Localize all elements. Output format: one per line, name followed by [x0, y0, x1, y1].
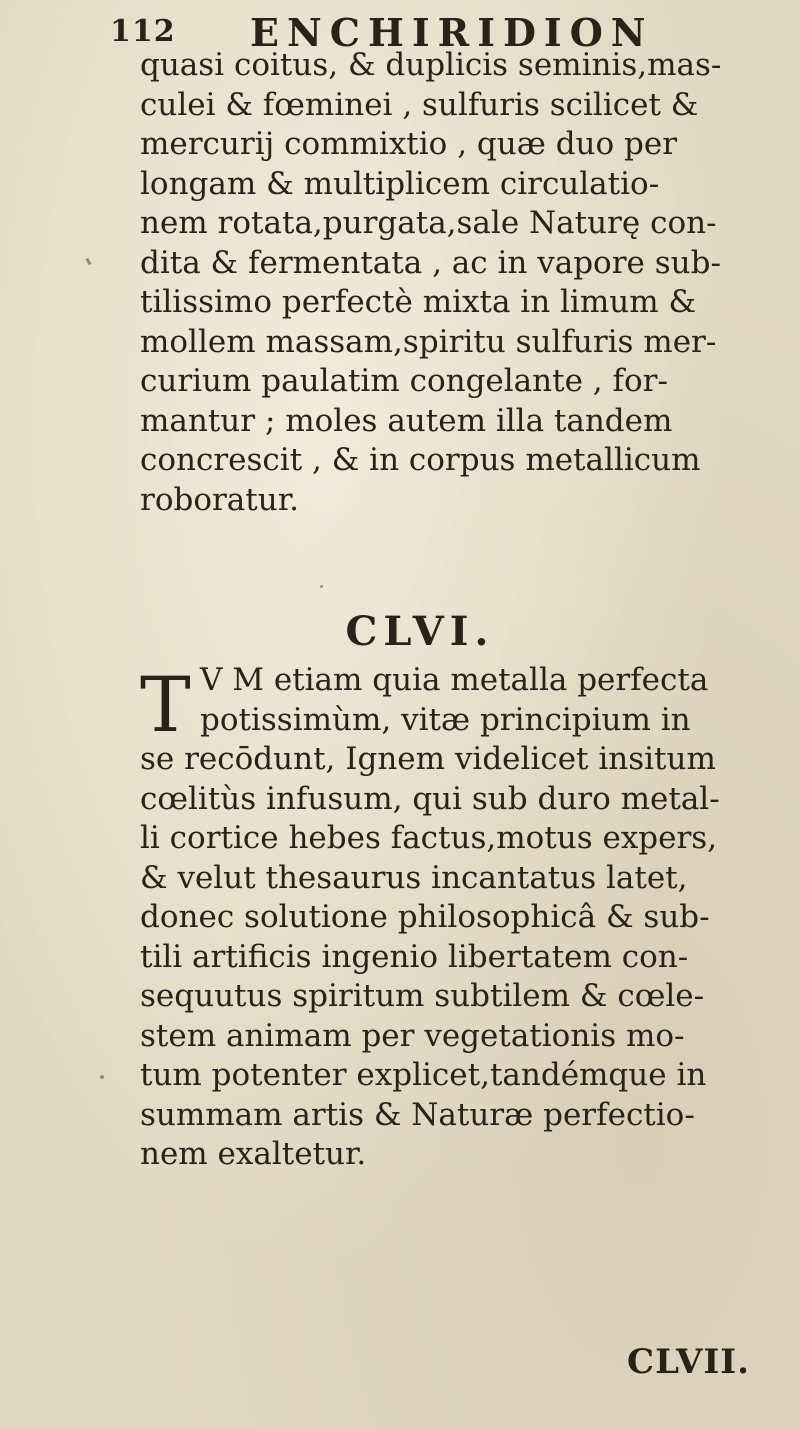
margin-speck — [85, 258, 91, 266]
text-line: potissimùm, vitæ principium in — [200, 701, 691, 738]
catchword: CLVII. — [627, 1342, 750, 1382]
text-line: mantur ; moles autem illa tandem — [140, 402, 673, 439]
first-line-text: V M etiam quia metalla perfecta — [200, 662, 709, 698]
text-line: nem rotata,purgata,sale Naturę con- — [140, 205, 717, 241]
text-line: roboratur. — [140, 481, 299, 518]
text-line: stem animam per vegetationis mo- — [140, 1017, 685, 1054]
text-line: & velut thesaurus incantatus latet, — [140, 859, 688, 896]
text-line: tilissimo perfectè mixta in limum & — [140, 284, 697, 320]
text-line: dita & fermentata , ac in vapore sub- — [140, 244, 721, 281]
drop-initial: T — [140, 660, 191, 749]
text-line: li cortice hebes factus,motus expers, — [140, 820, 718, 856]
text-line: longam & multiplicem circulatio- — [140, 165, 660, 202]
text-line: concrescit , & in corpus metallicum — [140, 442, 701, 478]
section-heading: CLVI. — [345, 608, 495, 655]
paragraph-2 — [140, 661, 780, 1175]
text-line: nem exaltetur. — [140, 1136, 367, 1172]
text-line: tili artificis ingenio libertatem con- — [140, 938, 689, 975]
text-line: curium paulatim congelante , for- — [140, 363, 668, 399]
margin-speck — [100, 1075, 104, 1079]
text-line: summam artis & Naturæ perfectio- — [140, 1096, 695, 1133]
text-line: mercurij commixtio , quæ duo per — [140, 126, 678, 162]
text-line: culei & fœminei , sulfuris scilicet & — [140, 86, 699, 123]
paragraph-1 — [140, 46, 780, 520]
text-line: donec solutione philosophicâ & sub- — [140, 899, 710, 935]
text-line: mollem massam,spiritu sulfuris mer- — [140, 323, 717, 360]
text-line: tum potenter explicet,tandémque in — [140, 1057, 707, 1093]
margin-speck — [320, 585, 323, 588]
page-number: 112 — [110, 14, 176, 49]
text-line: sequutus spiritum subtilem & cœle- — [140, 978, 705, 1014]
text-line: cœlitùs infusum, qui sub duro metal- — [140, 780, 720, 817]
running-title: ENCHIRIDION — [250, 10, 654, 55]
text-line: se recōdunt, Ignem videlicet insitum — [140, 741, 716, 777]
text-line: quasi coitus, & duplicis seminis,mas- — [140, 47, 722, 83]
